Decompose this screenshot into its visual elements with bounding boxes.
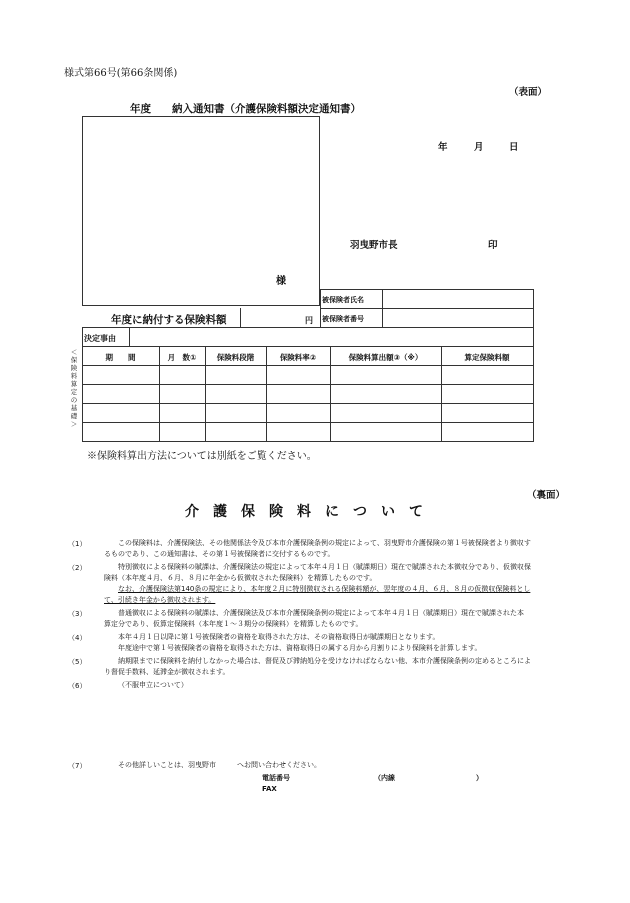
footnote: ※保険料算出方法については別紙をご覧ください。 [87,451,317,462]
note-4-number: （4） [68,634,87,642]
notice-title: 年度 納入通知書（介護保険料額決定通知書） [130,103,361,115]
note-5-line-1: 納期限までに保険料を納付しなかった場合は、督促及び滞納処分を受けなければならない他、本市介護保険条例の定めるところによ [118,657,531,665]
note-6-line-1: （不服申立について） [118,681,188,689]
back-side-label: （裏面） [527,490,566,501]
note-2-number: （2） [68,564,87,572]
extension-label: （内線 [374,774,395,782]
note-7-number: （7） [68,762,87,770]
phone-label: 電話番号 [262,774,290,782]
note-2-line-2: 険料（本年度４月、６月、８月に年金から仮徴収された保険料）を精算したものです。 [104,574,377,582]
date-year: 年 [438,142,448,153]
header-months: 月 数① [167,353,197,362]
header-assessed-premium: 算定保険料額 [464,353,510,362]
addressee-suffix: 様 [276,276,286,287]
note-2-line-1: 特別徴収による保険料の賦課は、介護保険法の規定によって本年４月１日（賦課期日）現在で賦課された本徴収分であり、仮徴収保 [118,563,531,571]
insured-name-label: 被保険者氏名 [322,296,364,304]
note-3-line-2: 算定分であり、仮算定保険料（本年度１～３期分の保険料）を精算したものです。 [104,620,363,628]
note-3-number: （3） [68,610,87,618]
note-5-line-2: り督促手数料、延滞金が徴収されます。 [104,668,230,676]
back-title: 介 護 保 険 料 に つ い て [185,504,423,520]
note-4-line-1: 本年４月１日以降に第１号被保険者の資格を取得された方は、その資格取得日が賦課期日となります。 [118,633,440,641]
annual-premium-label: 年度に納付する保険料額 [111,314,227,326]
header-calculated-amount: 保険料算出額③（※） [348,353,423,362]
header-premium-tier: 保険料段階 [216,353,255,362]
date-month: 月 [474,142,484,153]
note-1-line-2: るものであり、この通知書は、その第１号被保険者に交付するものです。 [104,550,335,558]
header-period: 期 間 [105,353,136,362]
note-2-line-3: なお、介護保険法第140条の規定により、本年度２月に特別徴収される保険料額が、翌年度の４月、６月、８月の仮徴収保険料とし [118,585,531,593]
header-premium-rate: 保険料率② [279,353,317,362]
front-side-label: （表面） [509,87,548,98]
note-3-line-1: 普通徴収による保険料の賦課は、介護保険法及び本市介護保険条例の規定によって本年４月１日（賦課期日）現在で賦課された本 [118,609,524,617]
form-number: 様式第66号(第66条関係) [64,68,178,79]
date-day: 日 [509,142,519,153]
note-6-number: （6） [68,682,87,690]
note-4-line-2: 年度途中で第１号被保険者の資格を取得された方は、資格取得日の属する月から月割りにより保険料を計算します。 [118,644,482,652]
note-2-line-4: て、引続き年金から徴収されます。 [104,596,216,604]
note-7-line-1: その他詳しいことは、羽曳野市 へお問い合わせください。 [118,761,321,769]
note-1-line-1: この保険料は、介護保険法、その他関係法令及び本市介護保険条例の規定によって、羽曳野市介護保険の第１号被保険者より徴収す [118,539,531,547]
note-5-number: （5） [68,658,87,666]
decision-reason-label: 決定事由 [84,334,116,343]
note-1-number: （1） [68,540,87,548]
issuer-name: 羽曳野市長 [350,240,398,251]
seal-mark: 印 [488,240,498,251]
fax-label: FAX [262,785,277,793]
extension-close: ） [476,774,483,782]
yen-unit: 円 [305,316,313,325]
insured-number-label: 被保険者番号 [322,315,364,323]
basis-vertical-label: ＜保険料算定の基礎＞ [70,348,78,428]
